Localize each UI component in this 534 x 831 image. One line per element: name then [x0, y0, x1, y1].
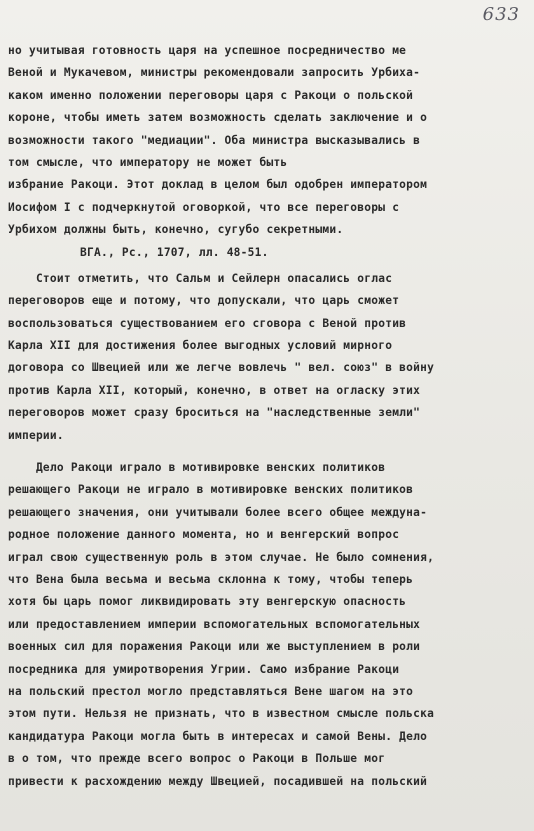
text-line: играл свою существенную роль в этом случае. Не было сомнения, [8, 550, 435, 564]
text-line: привести к расхождению между Швецией, посадившей на польский [8, 774, 428, 788]
text-line: каком именно положении переговоры царя с Ракоци о польской [8, 88, 414, 102]
text-line: том смысле, что императору не может быть [8, 155, 288, 169]
text-line: Урбихом должны быть, конечно, сугубо секретными. [8, 223, 344, 237]
text-line: Дело Ракоци играло в мотивировке венских политиков [8, 461, 386, 475]
text-line: возможности такого "медиации". Оба министра высказывались в [8, 133, 421, 147]
text-line: воспользоваться существованием его сговора с Веной против [8, 316, 407, 330]
text-line: против Карла XII, который, конечно, в ответ на огласку этих [8, 383, 421, 397]
text-line: этом пути. Нельзя не признать, что в известном смысле польска [8, 707, 435, 721]
text-line: кандидатура Ракоци могла быть в интересах и самой Вены. Дело [8, 729, 428, 743]
text-line: Стоит отметить, что Сальм и Сейлерн опасались оглас [8, 271, 393, 285]
text-line: или предоставлением империи вспомогательных вспомогательных [8, 617, 421, 631]
text-line: хотя бы царь помог ликвидировать эту венгерскую опасность [8, 595, 407, 609]
text-line: империи. [8, 428, 64, 442]
text-line: решающего значения, они учитывали более всего общее междуна- [8, 505, 428, 519]
text-line: что Вена была весьма и весьма склонна к тому, чтобы теперь [8, 572, 414, 586]
text-line: Иосифом I с подчеркнутой оговоркой, что все переговоры с [8, 200, 400, 214]
text-line: Веной и Мукачевом, министры рекомендовали запросить Урбиха- [8, 66, 421, 80]
text-line: переговоров еще и потому, что допускали, что царь сможет [8, 294, 400, 308]
text-line: переговоров может сразу броситься на "наследственные земли" [8, 406, 421, 420]
text-line: посредника для умиротворения Угрии. Само избрание Ракоци [8, 662, 400, 676]
typed-text-block [8, 40, 526, 793]
citation-line: ВГА., Рс., 1707, лл. 48-51. [80, 245, 269, 259]
text-line: на польский престол могло представляться Вене шагом на это [8, 684, 414, 698]
text-line: военных сил для поражения Ракоци или же выступлением в роли [8, 640, 421, 654]
text-line: но учитывая готовность царя на успешное посредничество ме [8, 44, 407, 57]
text-line: избрание Ракоци. Этот доклад в целом был одобрен императором [8, 178, 428, 192]
text-line: Карла XII для достижения более выгодных условий мирного [8, 339, 393, 353]
page-number: 633 [482, 4, 520, 25]
text-line: в о том, что прежде всего вопрос о Ракоци в Польше мог [8, 752, 386, 766]
text-line: родное положение данного момента, но и венгерский вопрос [8, 528, 400, 542]
text-line: решающего Ракоци не играло в мотивировке венских политиков [8, 483, 414, 497]
text-line: договора со Швецией или же легче вовлечь " вел. союз" в войну [8, 361, 435, 375]
text-line: короне, чтобы иметь затем возможность сделать заключение и о [8, 111, 428, 125]
